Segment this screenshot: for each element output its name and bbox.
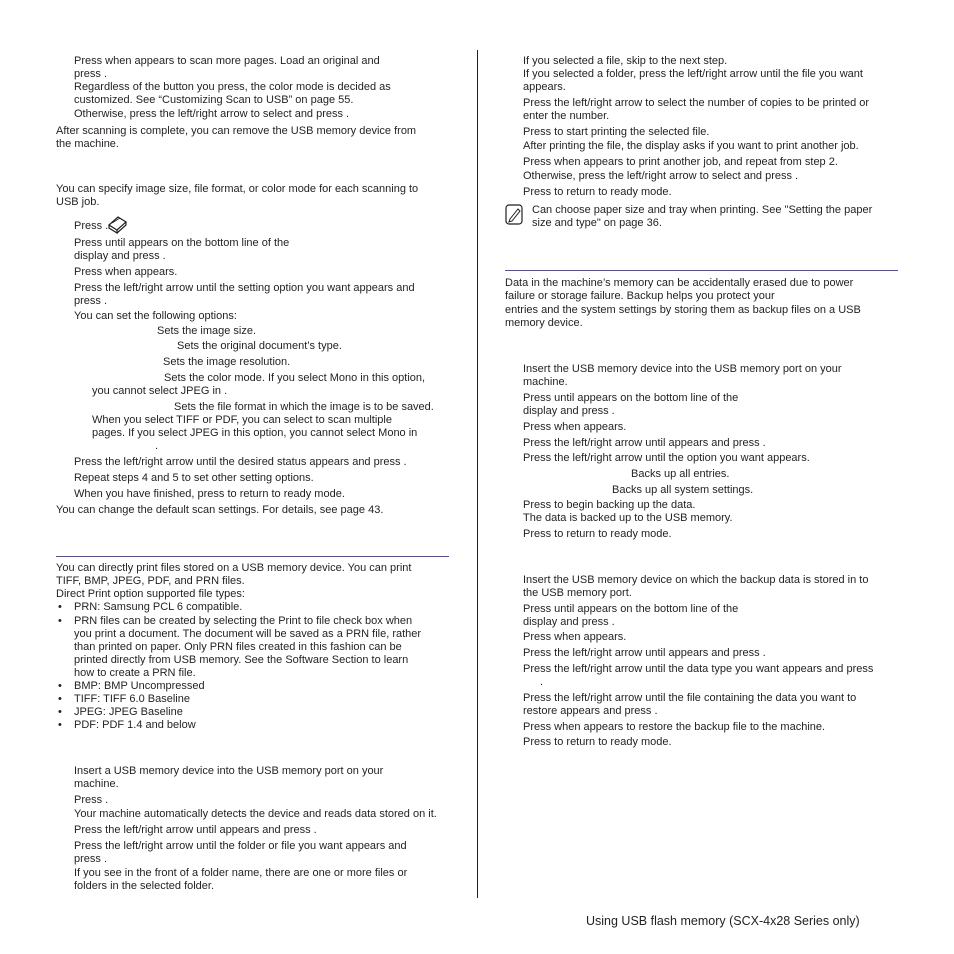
text-line: Press when appears.: [523, 421, 627, 433]
text-line: restore appears and press .: [523, 705, 658, 717]
scanner-icon: [106, 214, 128, 234]
text-line: folders in the selected folder.: [74, 880, 215, 892]
page-footer: Using USB flash memory (SCX-4x28 Series only): [586, 914, 860, 928]
bullet: •: [58, 693, 62, 705]
text-line: Press when appears to scan more pages. Load an original and: [74, 55, 380, 67]
text-line: Insert the USB memory device on which the backup data is stored in to: [523, 574, 869, 586]
text-line: .: [540, 676, 544, 688]
bullet: •: [58, 615, 62, 627]
text-line: the machine.: [56, 138, 119, 150]
bullet: •: [58, 719, 62, 731]
text-line: failure or storage failure. Backup helps you protect your: [505, 290, 775, 302]
text-line: Sets the original document’s type.: [177, 340, 342, 352]
bullet: •: [58, 601, 62, 613]
text-line: Press when appears.: [523, 631, 627, 643]
list-item: you print a document. The document will be saved as a PRN file, rather: [74, 628, 422, 640]
list-item: PDF: PDF 1.4 and below: [74, 719, 196, 731]
text-line: You can set the following options:: [74, 310, 237, 322]
text-line: Press the left/right arrow until appears and press .: [74, 824, 317, 836]
text-line: press .: [74, 68, 108, 80]
text-line: memory device.: [505, 317, 583, 329]
text-line: display and press .: [523, 405, 615, 417]
text-line: Press until appears on the bottom line of the: [523, 392, 739, 404]
text-line: USB job.: [56, 196, 100, 208]
text-line: Press to begin backing up the data.: [523, 499, 696, 511]
text-line: Press .: [74, 220, 109, 232]
list-item: printed directly from USB memory. See the Software Section to learn: [74, 654, 409, 666]
text-line: Press to return to ready mode.: [523, 186, 672, 198]
text-line: Press when appears to restore the backup file to the machine.: [523, 721, 826, 733]
text-line: Press when appears to print another job, and repeat from step 2.: [523, 156, 838, 168]
text-line: You can change the default scan settings. For details, see page 43.: [56, 504, 384, 516]
text-line: Backs up all system settings.: [612, 484, 754, 496]
text-line: Sets the image size.: [157, 325, 257, 337]
text-line: pages. If you select JPEG in this option, you cannot select Mono in: [92, 427, 418, 439]
text-line: After printing the file, the display asks if you want to print another job.: [523, 140, 859, 152]
text-line: appears.: [523, 81, 566, 93]
text-line: Data in the machine’s memory can be accidentally erased due to power: [505, 277, 854, 289]
text-line: Sets the file format in which the image is to be saved.: [174, 401, 434, 413]
text-line: Repeat steps 4 and 5 to set other setting options.: [74, 472, 314, 484]
text-line: Sets the image resolution.: [163, 356, 291, 368]
text-line: Press the left/right arrow until the data type you want appears and press: [523, 663, 874, 675]
text-line: Press when appears.: [74, 266, 178, 278]
text-line: Press to return to ready mode.: [523, 736, 672, 748]
text-line: display and press .: [523, 616, 615, 628]
text-line: press .: [74, 853, 108, 865]
text-line: Sets the color mode. If you select Mono in this option,: [164, 372, 426, 384]
text-line: Press the left/right arrow until the folder or file you want appears and: [74, 840, 407, 852]
text-line: Press to return to ready mode.: [523, 528, 672, 540]
column-separator: [477, 50, 478, 898]
text-line: When you have finished, press to return to ready mode.: [74, 488, 345, 500]
text-line: enter the number.: [523, 110, 610, 122]
text-line: Backs up all entries.: [631, 468, 730, 480]
text-line: Press the left/right arrow to select the number of copies to be printed or: [523, 97, 870, 109]
list-item: PRN: Samsung PCL 6 compatible.: [74, 601, 243, 613]
text-line: Your machine automatically detects the device and reads data stored on it.: [74, 808, 437, 820]
text-line: Press to start printing the selected file.: [523, 126, 710, 138]
bullet: •: [58, 680, 62, 692]
text-line: After scanning is complete, you can remove the USB memory device from: [56, 125, 417, 137]
text-line: customized. See “Customizing Scan to USB” on page 55.: [74, 94, 354, 106]
text-line: Press .: [74, 794, 109, 806]
text-line: display and press .: [74, 250, 166, 262]
text-line: You can directly print files stored on a USB memory device. You can print: [56, 562, 412, 574]
pencil-note-icon: [505, 204, 524, 225]
list-item: TIFF: TIFF 6.0 Baseline: [74, 693, 190, 705]
list-item: than printed on paper. Only PRN files created in this fashion can be: [74, 641, 402, 653]
text-line: Direct Print option supported file types:: [56, 588, 245, 600]
text-line: You can specify image size, file format, or color mode for each scanning to: [56, 183, 419, 195]
text-line: Press until appears on the bottom line of the: [74, 237, 290, 249]
list-item: how to create a PRN file.: [74, 667, 196, 679]
text-line: entries and the system settings by storing them as backup files on a USB: [505, 304, 861, 316]
text-line: Press until appears on the bottom line of the: [523, 603, 739, 615]
text-line: machine.: [523, 376, 568, 388]
text-line: TIFF, BMP, JPEG, PDF, and PRN files.: [56, 575, 245, 587]
note-text: size and type" on page 36.: [532, 217, 662, 229]
text-line: press .: [74, 295, 108, 307]
text-line: The data is backed up to the USB memory.: [523, 512, 733, 524]
text-line: Press the left/right arrow until appears and press .: [523, 647, 766, 659]
section-divider: [505, 270, 898, 271]
text-line: Press the left/right arrow until the option you want appears.: [523, 452, 810, 464]
list-item: PRN files can be created by selecting the Print to file check box when: [74, 615, 413, 627]
section-divider: [56, 556, 449, 557]
text-line: Press the left/right arrow until the setting option you want appears and: [74, 282, 415, 294]
text-line: Regardless of the button you press, the color mode is decided as: [74, 81, 391, 93]
text-line: If you selected a file, skip to the next step.: [523, 55, 728, 67]
list-item: BMP: BMP Uncompressed: [74, 680, 205, 692]
text-line: .: [155, 440, 159, 452]
text-line: Otherwise, press the left/right arrow to select and press .: [523, 170, 799, 182]
text-line: Insert a USB memory device into the USB memory port on your: [74, 765, 384, 777]
text-line: Insert the USB memory device into the USB memory port on your: [523, 363, 842, 375]
text-line: Press the left/right arrow until the file containing the data you want to: [523, 692, 857, 704]
text-line: When you select TIFF or PDF, you can select to scan multiple: [92, 414, 392, 426]
bullet: •: [58, 706, 62, 718]
text-line: Otherwise, press the left/right arrow to select and press .: [74, 108, 350, 120]
text-line: the USB memory port.: [523, 587, 632, 599]
text-line: you cannot select JPEG in .: [92, 385, 228, 397]
note-text: Can choose paper size and tray when printing. See "Setting the paper: [532, 204, 873, 216]
text-line: Press the left/right arrow until appears and press .: [523, 437, 766, 449]
text-line: machine.: [74, 778, 119, 790]
list-item: JPEG: JPEG Baseline: [74, 706, 183, 718]
text-line: If you see in the front of a folder name, there are one or more files or: [74, 867, 408, 879]
text-line: Press the left/right arrow until the desired status appears and press .: [74, 456, 407, 468]
text-line: If you selected a folder, press the left/right arrow until the file you want: [523, 68, 863, 80]
